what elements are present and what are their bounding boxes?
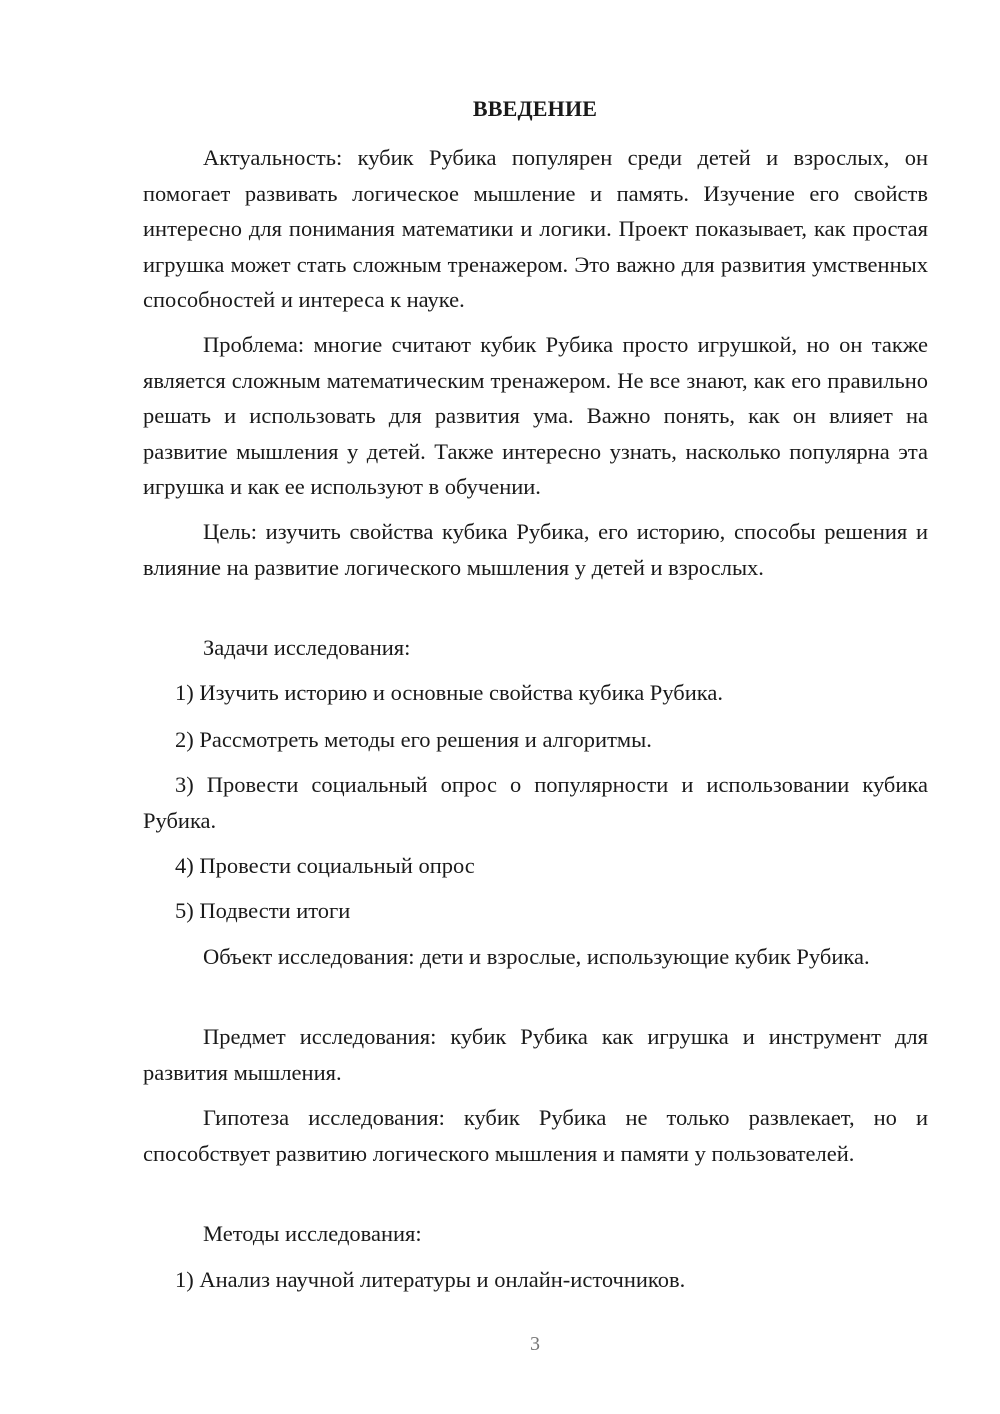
list-item-task-4: 4) Провести социальный опрос — [175, 853, 475, 878]
paragraph-subject: Предмет исследования: кубик Рубика как игрушка и инструмент для развития мышления. — [143, 1024, 928, 1085]
paragraph-methods-heading: Методы исследования: — [203, 1221, 422, 1246]
list-item-task-1: 1) Изучить историю и основные свойства кубика Рубика. — [175, 680, 723, 705]
page-number: 3 — [530, 1333, 540, 1355]
section-title: ВВЕДЕНИЕ — [472, 96, 598, 121]
paragraph-tasks-heading: Задачи исследования: — [203, 635, 411, 660]
paragraph-goal: Цель: изучить свойства кубика Рубика, его историю, способы решения и влияние на развитие логического мышления у детей и взрослых. — [143, 519, 928, 580]
list-item-method-1: 1) Анализ научной литературы и онлайн-источников. — [175, 1267, 686, 1292]
paragraph-object: Объект исследования: дети и взрослые, использующие кубик Рубика. — [203, 944, 870, 969]
paragraph-hypothesis: Гипотеза исследования: кубик Рубика не только развлекает, но и способствует развитию логического мышления и памяти у пользователей. — [143, 1105, 928, 1166]
list-item-task-5: 5) Подвести итоги — [175, 898, 351, 923]
list-item-task-2: 2) Рассмотреть методы его решения и алгоритмы. — [175, 727, 652, 752]
paragraph-relevance: Актуальность: кубик Рубика популярен среди детей и взрослых, он помогает развивать логическое мышление и память. Изучение его свойств интересно для понимания математики и логики. Проект показывает, как простая игрушка может стать сложным тренажером. Это важно для развития умственных способностей и интереса к науке. — [143, 145, 928, 312]
list-item-task-3: 3) Провести социальный опрос о популярности и использовании кубика Рубика. — [143, 772, 928, 833]
paragraph-problem: Проблема: многие считают кубик Рубика просто игрушкой, но он также является сложным математическим тренажером. Не все знают, как его правильно решать и использовать для развития ума. Важно понять, как он влияет на развитие мышления у детей. Также интересно узнать, насколько популярна эта игрушка и как ее используют в обучении. — [143, 332, 928, 499]
